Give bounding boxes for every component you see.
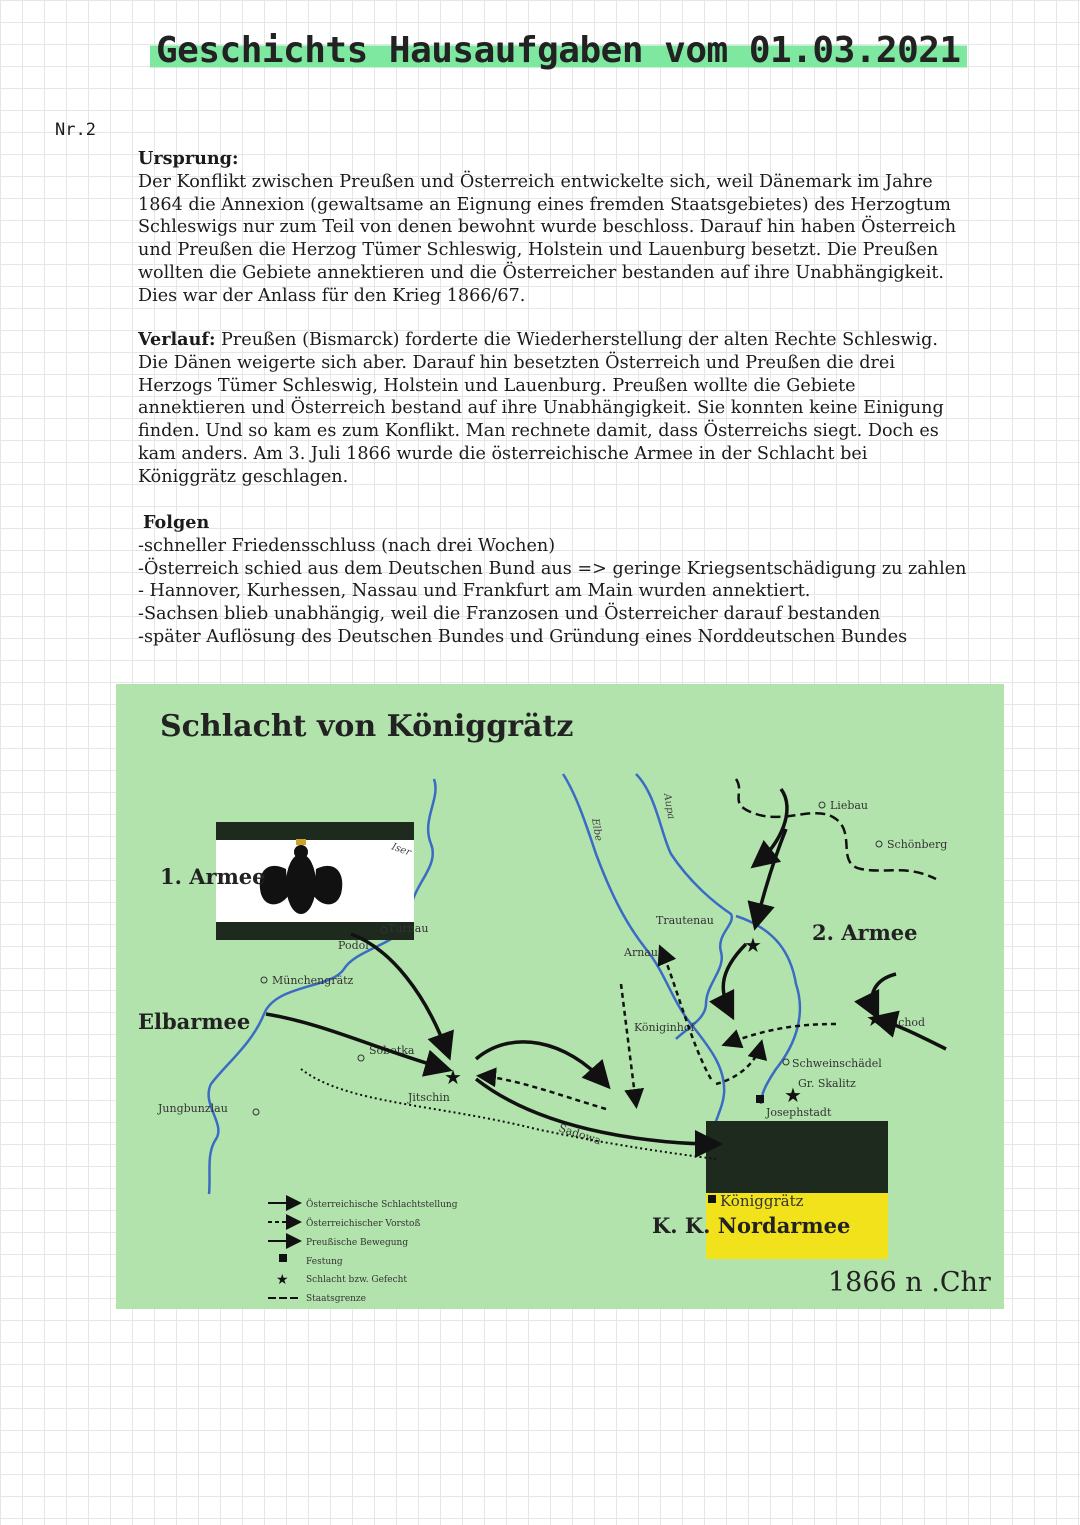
battle-star-icon: ★: [866, 1007, 884, 1031]
label-iser: Iser: [389, 841, 413, 859]
folgen-line: -schneller Friedensschluss (nach drei Wochen): [138, 535, 556, 556]
verlauf-line: Preußen (Bismarck) forderte die Wiederherstellung der alten Rechte Schleswig.: [215, 330, 938, 350]
battle-star-icon: ★: [784, 1083, 802, 1107]
folgen-line: -Österreich schied aus dem Deutschen Bund aus => geringe Kriegsentschädigung zu zahlen: [138, 558, 967, 579]
state-border: [736, 779, 936, 879]
label-second-army: 2. Armee: [812, 920, 918, 945]
label-first-army: 1. Armee: [160, 864, 266, 889]
verlauf-heading: Verlauf:: [138, 329, 216, 350]
legend-item: Österreichischer Vorstoß: [306, 1219, 421, 1229]
ursprung-heading: Ursprung:: [138, 148, 239, 169]
legend-item: Schlacht bzw. Gefecht: [306, 1275, 408, 1285]
place-trautenau: Trautenau: [656, 914, 714, 927]
place-schoenberg: Schönberg: [887, 838, 948, 851]
section-folgen: [138, 512, 1018, 649]
label-aupa: Aupa: [661, 792, 677, 821]
folgen-line: -Sachsen blieb unabhängig, weil die Franzosen und Österreicher darauf bestanden: [138, 604, 881, 625]
austrian-battle-line: [301, 1069, 716, 1159]
place-jungbunzlau: Jungbunzlau: [158, 1102, 228, 1115]
legend-item: Festung: [306, 1257, 343, 1267]
battle-map-svg: [116, 684, 1004, 1309]
task-number: Nr.2: [55, 120, 96, 140]
label-north-army: K. K. Nordarmee: [652, 1213, 851, 1238]
legend-item: Österreichische Schlachtstellung: [306, 1200, 458, 1210]
place-jitschin: Jitschin: [408, 1091, 450, 1104]
label-elbarmee: Elbarmee: [138, 1009, 251, 1034]
place-sobotka: Sobotka: [369, 1044, 415, 1057]
verlauf-line: Die Dänen weigerte sich aber. Darauf hin besetzten Österreich und Preußen die drei: [138, 352, 895, 373]
place-koeniggraetz: Königgrätz: [720, 1192, 804, 1210]
ursprung-line: Dies war der Anlass für den Krieg 1866/67.: [138, 285, 526, 306]
page-title: Geschichts Hausaufgaben vom 01.03.2021: [150, 30, 967, 71]
river-aupa: [636, 774, 732, 1039]
place-skalitz: Gr. Skalitz: [798, 1077, 856, 1090]
section-verlauf: [138, 329, 1018, 489]
place-podol: Podol: [338, 939, 369, 952]
place-liebau: Liebau: [830, 799, 869, 812]
ursprung-line: wollten die Gebiete annektieren und die Österreicher bestanden auf ihre Unabhängigkeit.: [138, 262, 944, 283]
ursprung-line: Der Konflikt zwischen Preußen und Österreich entwickelte sich, weil Dänemark im Jahre: [138, 171, 933, 192]
ursprung-line: 1864 die Annexion (gewaltsame an Eignung eines fremden Staatsgebietes) des Herzogtum: [138, 194, 951, 215]
verlauf-first-line: [138, 329, 1018, 352]
legend-item: Preußische Bewegung: [306, 1238, 409, 1248]
folgen-heading: Folgen: [143, 512, 210, 533]
map-year: 1866 n .Chr: [828, 1267, 991, 1298]
verlauf-line: Herzogs Tümer Schleswig, Holstein und Lauenburg. Preußen wollte die Gebiete: [138, 375, 856, 396]
folgen-line: - Hannover, Kurhessen, Nassau und Frankfurt am Main wurden annektiert.: [138, 581, 811, 602]
place-sadowa: Sadowa: [557, 1121, 603, 1148]
battle-map: [116, 684, 1004, 1309]
folgen-line: -später Auflösung des Deutschen Bundes und Gründung eines Norddeutschen Bundes: [138, 626, 908, 647]
verlauf-line: kam anders. Am 3. Juli 1866 wurde die österreichische Armee in der Schlacht bei: [138, 443, 868, 464]
place-josephstadt: Josephstadt: [766, 1106, 832, 1119]
svg-text:★: ★: [276, 1272, 289, 1288]
ursprung-line: und Preußen die Herzog Tümer Schleswig, Holstein und Lauenburg besetzt. Die Preußen: [138, 240, 939, 261]
battle-star-icon: ★: [744, 933, 762, 957]
place-schweinschaedel: Schweinschädel: [792, 1057, 882, 1070]
place-turnau: Turnau: [388, 922, 429, 935]
verlauf-line: Königgrätz geschlagen.: [138, 466, 349, 487]
verlauf-line: finden. Und so kam es zum Konflikt. Man rechnete damit, dass Österreichs siegt. Doch es: [138, 421, 939, 442]
place-muenchengraetz: Münchengrätz: [272, 974, 354, 987]
place-arnau: Arnau: [624, 946, 658, 959]
ursprung-line: Schleswigs nur zum Teil von denen bewohnt wurde beschloss. Darauf hin haben Österreich: [138, 217, 957, 238]
map-legend: [268, 1198, 458, 1304]
place-nachod: Nachod: [882, 1016, 926, 1029]
austrian-flag: [706, 1121, 888, 1193]
map-title: Schlacht von Königgrätz: [160, 709, 574, 744]
verlauf-line: annektieren und Österreich bestand auf ihre Unabhängigkeit. Sie konnten keine Einigung: [138, 398, 944, 419]
label-elbe: Elbe: [589, 817, 604, 843]
section-ursprung: [138, 148, 1018, 308]
battle-star-icon: ★: [444, 1065, 462, 1089]
legend-item: Staatsgrenze: [306, 1294, 367, 1304]
place-koeniginhof: Königinhof: [634, 1021, 695, 1034]
